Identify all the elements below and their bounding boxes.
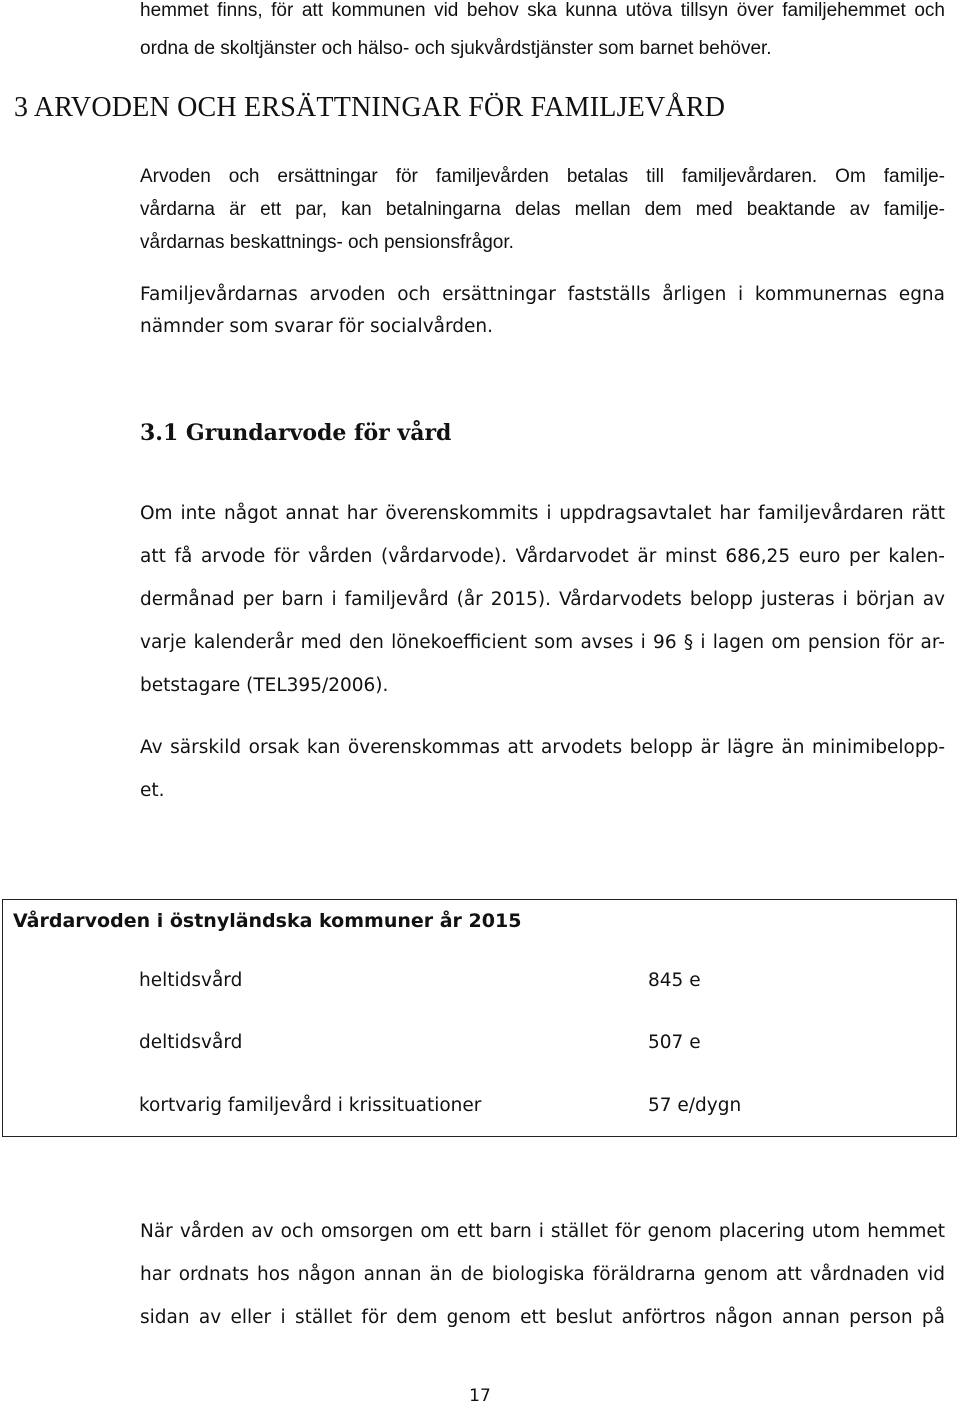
fee-table-title: Vårdarvoden i östnyländska kommuner år 2015 [13,910,522,932]
fee-row-label: heltidsvård [139,970,243,991]
fee-row-value: 845 e [648,970,701,991]
fee-row-value: 57 e/dygn [648,1095,742,1116]
section-3-1-para1-line-3: dermånad per barn i familjevård (år 2015). Vårdarvodets belopp justeras i början av [140,589,945,610]
section-3-1-para2-line-1: Av särskild orsak kan överenskommas att arvodets belopp är lägre än minimibelopp- [140,737,945,758]
fee-row-label: deltidsvård [139,1032,243,1053]
closing-line-3: sidan av eller i stället för dem genom ett beslut anförtros någon annan person på [140,1307,945,1328]
section-3-1-heading: 3.1 Grundarvode för vård [140,420,452,446]
fee-row-label: kortvarig familjevård i krissituationer [139,1095,482,1116]
closing-line-2: har ordnats hos någon annan än de biologiska föräldrarna genom att vårdnaden vid [140,1264,945,1285]
section-3-1-para1-line-2: att få arvode för vården (vårdarvode). Vårdarvodet är minst 686,25 euro per kalen- [140,546,945,567]
fee-table-box [2,899,957,1137]
fee-row-value: 507 e [648,1032,701,1053]
intro-line-1: hemmet finns, för att kommunen vid behov ska kunna utöva tillsyn över familjehemmet och [140,0,945,21]
closing-line-1: När vården av och omsorgen om ett barn i stället för genom placering utom hemmet [140,1221,945,1242]
section-3-heading: 3 ARVODEN OCH ERSÄTTNINGAR FÖR FAMILJEVÅRD [14,92,726,123]
section-3-1-para2-line-2: et. [140,780,165,801]
section-3-1-para1-line-4: varje kalenderår med den lönekoefficient som avses i 96 § i lagen om pension för ar- [140,632,945,653]
section-3-para1-line-3: vårdarnas beskattnings- och pensionsfrågor. [140,232,514,253]
intro-line-2: ordna de skoltjänster och hälso- och sjukvårdstjänster som barnet behöver. [140,38,772,59]
section-3-1-para1-line-1: Om inte något annat har överenskommits i uppdragsavtalet har familjevårdaren rätt [140,503,945,524]
section-3-para2-line-2: nämnder som svarar för socialvården. [140,316,493,337]
section-3-para2-line-1: Familjevårdarnas arvoden och ersättningar fastställs årligen i kommunernas egna [140,284,945,305]
page-number: 17 [469,1386,491,1406]
section-3-1-para1-line-5: betstagare (TEL395/2006). [140,675,389,696]
section-3-para1-line-1: Arvoden och ersättningar för familjevården betalas till familjevårdaren. Om familje- [140,166,945,187]
section-3-para1-line-2: vårdarna är ett par, kan betalningarna delas mellan dem med beaktande av familje- [140,199,945,220]
